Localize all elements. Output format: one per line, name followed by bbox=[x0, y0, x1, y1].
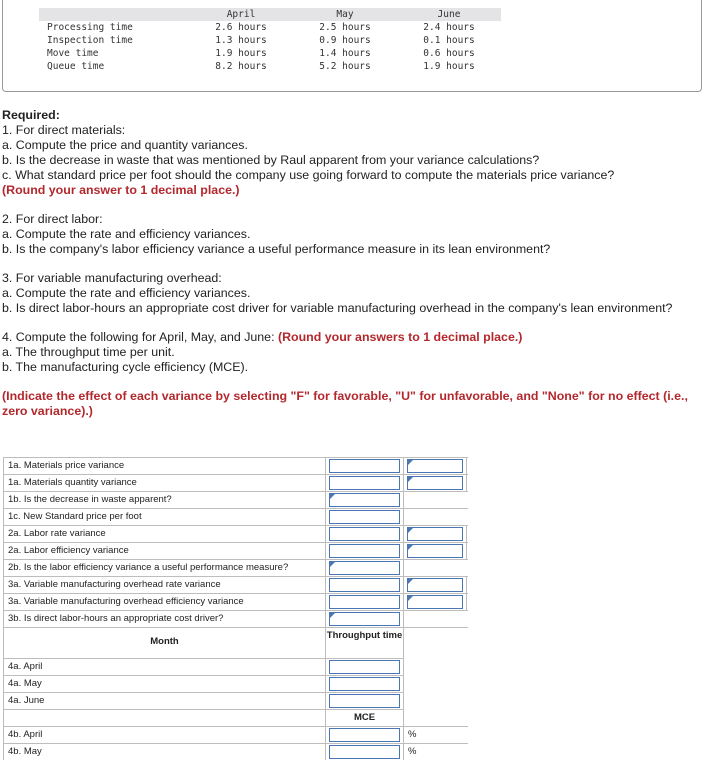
row-label: 4a. May bbox=[3, 676, 326, 692]
answer-cell bbox=[326, 594, 404, 610]
answer-row bbox=[3, 457, 468, 474]
cell-value: 0.1 hours bbox=[423, 35, 475, 46]
table-row bbox=[39, 47, 501, 60]
time-table bbox=[39, 8, 501, 73]
row-label: 4b. April bbox=[3, 727, 326, 743]
table-row bbox=[39, 60, 501, 73]
mce-row bbox=[3, 726, 468, 743]
throughput-row bbox=[3, 675, 404, 692]
dropdown-marker-icon bbox=[408, 545, 413, 550]
mce-input-may[interactable] bbox=[329, 745, 400, 759]
question-1b: b. Is the decrease in waste that was mentioned by Raul apparent from your variance calculations? bbox=[2, 153, 540, 167]
month-header-june: June bbox=[397, 8, 501, 21]
unit-cell bbox=[404, 727, 467, 743]
question-1c: c. What standard price per foot should the company use going forward to compute the materials price variance? bbox=[2, 168, 615, 182]
row-label: 3a. Variable manufacturing overhead efficiency variance bbox=[3, 594, 326, 610]
mce-input-april[interactable] bbox=[329, 728, 400, 742]
table-row bbox=[39, 34, 501, 47]
answer-input[interactable] bbox=[329, 595, 400, 609]
question-4a: a. The throughput time per unit. bbox=[2, 345, 175, 359]
row-label: 2a. Labor efficiency variance bbox=[3, 543, 326, 559]
answer-input[interactable] bbox=[329, 527, 400, 541]
answer-input[interactable] bbox=[329, 578, 400, 592]
answer-input[interactable] bbox=[329, 544, 400, 558]
answer-cell bbox=[326, 676, 404, 692]
question-1-round-note: (Round your answer to 1 decimal place.) bbox=[2, 183, 240, 197]
cell-value: 8.2 hours bbox=[215, 61, 267, 72]
effect-cell bbox=[404, 577, 467, 593]
dropdown-marker-icon bbox=[330, 562, 335, 567]
effect-select[interactable] bbox=[407, 578, 463, 592]
dropdown-marker-icon bbox=[408, 596, 413, 601]
answer-row bbox=[3, 474, 468, 491]
question-2: 2. For direct labor: bbox=[2, 212, 103, 226]
required-heading: Required: bbox=[2, 108, 60, 122]
mce-header-spacer bbox=[3, 710, 326, 726]
row-label: 1a. Materials price variance bbox=[3, 458, 326, 474]
month-header: Month bbox=[3, 628, 326, 658]
answer-row bbox=[3, 576, 468, 593]
cell-value: 1.9 hours bbox=[215, 48, 267, 59]
answer-cell bbox=[326, 526, 404, 542]
answer-input[interactable] bbox=[329, 459, 400, 473]
throughput-row bbox=[3, 692, 404, 709]
answer-cell bbox=[326, 543, 404, 559]
unit-cell bbox=[404, 744, 467, 760]
percent-unit: % bbox=[408, 746, 417, 757]
throughput-header-row bbox=[3, 627, 468, 658]
answer-cell bbox=[326, 577, 404, 593]
answer-select[interactable] bbox=[329, 561, 400, 575]
answer-cell bbox=[326, 744, 404, 760]
question-3b: b. Is direct labor-hours an appropriate cost driver for variable manufacturing overhead in the company's lean environment? bbox=[2, 301, 673, 315]
month-header-may: May bbox=[293, 8, 397, 21]
row-label: 3b. Is direct labor-hours an appropriate cost driver? bbox=[3, 611, 326, 627]
answer-row bbox=[3, 610, 468, 627]
answer-cell bbox=[326, 475, 404, 491]
answer-row bbox=[3, 559, 468, 576]
cell-value: 0.9 hours bbox=[319, 35, 371, 46]
row-label: Queue time bbox=[47, 61, 105, 72]
cell-value: 5.2 hours bbox=[319, 61, 371, 72]
mce-row bbox=[3, 743, 468, 760]
percent-unit: % bbox=[408, 729, 417, 740]
dropdown-marker-icon bbox=[408, 477, 413, 482]
dropdown-marker-icon bbox=[330, 613, 335, 618]
effect-select[interactable] bbox=[407, 544, 463, 558]
throughput-input-april[interactable] bbox=[329, 660, 400, 674]
question-1a: a. Compute the price and quantity variances. bbox=[2, 138, 248, 152]
question-3a: a. Compute the rate and efficiency variances. bbox=[2, 286, 251, 300]
row-label: 4b. May bbox=[3, 744, 326, 760]
question-2b: b. Is the company's labor efficiency variance a useful performance measure in its lean environment? bbox=[2, 242, 551, 256]
dropdown-marker-icon bbox=[408, 528, 413, 533]
answer-cell bbox=[326, 659, 404, 675]
question-3: 3. For variable manufacturing overhead: bbox=[2, 271, 222, 285]
cell-value: 2.4 hours bbox=[423, 22, 475, 33]
effect-cell bbox=[404, 594, 467, 610]
answer-cell bbox=[326, 727, 404, 743]
mce-header-row bbox=[3, 709, 404, 726]
row-label: Move time bbox=[47, 48, 99, 59]
throughput-time-header: Throughput time bbox=[326, 628, 404, 658]
row-label: 4a. April bbox=[3, 659, 326, 675]
answer-select[interactable] bbox=[329, 493, 400, 507]
effect-select[interactable] bbox=[407, 595, 463, 609]
answer-cell bbox=[326, 509, 404, 525]
cell-value: 0.6 hours bbox=[423, 48, 475, 59]
answer-cell bbox=[326, 560, 404, 576]
dropdown-marker-icon bbox=[408, 460, 413, 465]
question-4-text: 4. Compute the following for April, May, and June: bbox=[2, 330, 275, 344]
cell-value: 1.3 hours bbox=[215, 35, 267, 46]
row-label: 3a. Variable manufacturing overhead rate variance bbox=[3, 577, 326, 593]
answer-select[interactable] bbox=[329, 612, 400, 626]
effect-select[interactable] bbox=[407, 459, 463, 473]
table-row bbox=[39, 21, 501, 34]
row-label: 1b. Is the decrease in waste apparent? bbox=[3, 492, 326, 508]
row-label: Processing time bbox=[47, 22, 133, 33]
row-label: 1c. New Standard price per foot bbox=[3, 509, 326, 525]
throughput-row bbox=[3, 658, 404, 675]
answer-cell bbox=[326, 492, 404, 508]
dropdown-marker-icon bbox=[408, 579, 413, 584]
effect-cell bbox=[404, 543, 467, 559]
required-section bbox=[2, 108, 702, 419]
time-table-corner bbox=[39, 8, 189, 21]
answer-cell bbox=[326, 693, 404, 709]
answer-input[interactable] bbox=[329, 476, 400, 490]
effect-cell bbox=[404, 526, 467, 542]
row-label: 1a. Materials quantity variance bbox=[3, 475, 326, 491]
answer-row bbox=[3, 542, 468, 559]
row-label: 2b. Is the labor efficiency variance a useful performance measure? bbox=[3, 560, 326, 576]
question-4 bbox=[2, 330, 702, 345]
row-label: 2a. Labor rate variance bbox=[3, 526, 326, 542]
cell-value: 2.5 hours bbox=[319, 22, 371, 33]
effect-cell bbox=[404, 475, 467, 491]
variance-instruction: (Indicate the effect of each variance by selecting "F" for favorable, "U" for unfavorable, and "None" for no effect (i.e., zero variance).) bbox=[2, 389, 688, 418]
answer-row bbox=[3, 593, 468, 610]
effect-select[interactable] bbox=[407, 476, 463, 490]
question-4b: b. The manufacturing cycle efficiency (MCE). bbox=[2, 360, 249, 374]
row-label: 4a. June bbox=[3, 693, 326, 709]
answer-row bbox=[3, 491, 468, 508]
dropdown-marker-icon bbox=[330, 494, 335, 499]
effect-select[interactable] bbox=[407, 527, 463, 541]
month-header-april: April bbox=[189, 8, 293, 21]
question-1: 1. For direct materials: bbox=[2, 123, 126, 137]
answer-cell bbox=[326, 611, 404, 627]
effect-cell bbox=[404, 458, 467, 474]
throughput-input-may[interactable] bbox=[329, 677, 400, 691]
cell-value: 1.4 hours bbox=[319, 48, 371, 59]
answer-row bbox=[3, 508, 468, 525]
mce-header: MCE bbox=[326, 710, 404, 726]
question-4-round-note: (Round your answers to 1 decimal place.) bbox=[277, 330, 523, 344]
question-2a: a. Compute the rate and efficiency variances. bbox=[2, 227, 251, 241]
cell-value: 1.9 hours bbox=[423, 61, 475, 72]
time-data-panel bbox=[2, 0, 702, 92]
row-label: Inspection time bbox=[47, 35, 133, 46]
answer-input[interactable] bbox=[329, 510, 400, 524]
throughput-input-june[interactable] bbox=[329, 694, 400, 708]
answer-row bbox=[3, 525, 468, 542]
answer-cell bbox=[326, 458, 404, 474]
cell-value: 2.6 hours bbox=[215, 22, 267, 33]
